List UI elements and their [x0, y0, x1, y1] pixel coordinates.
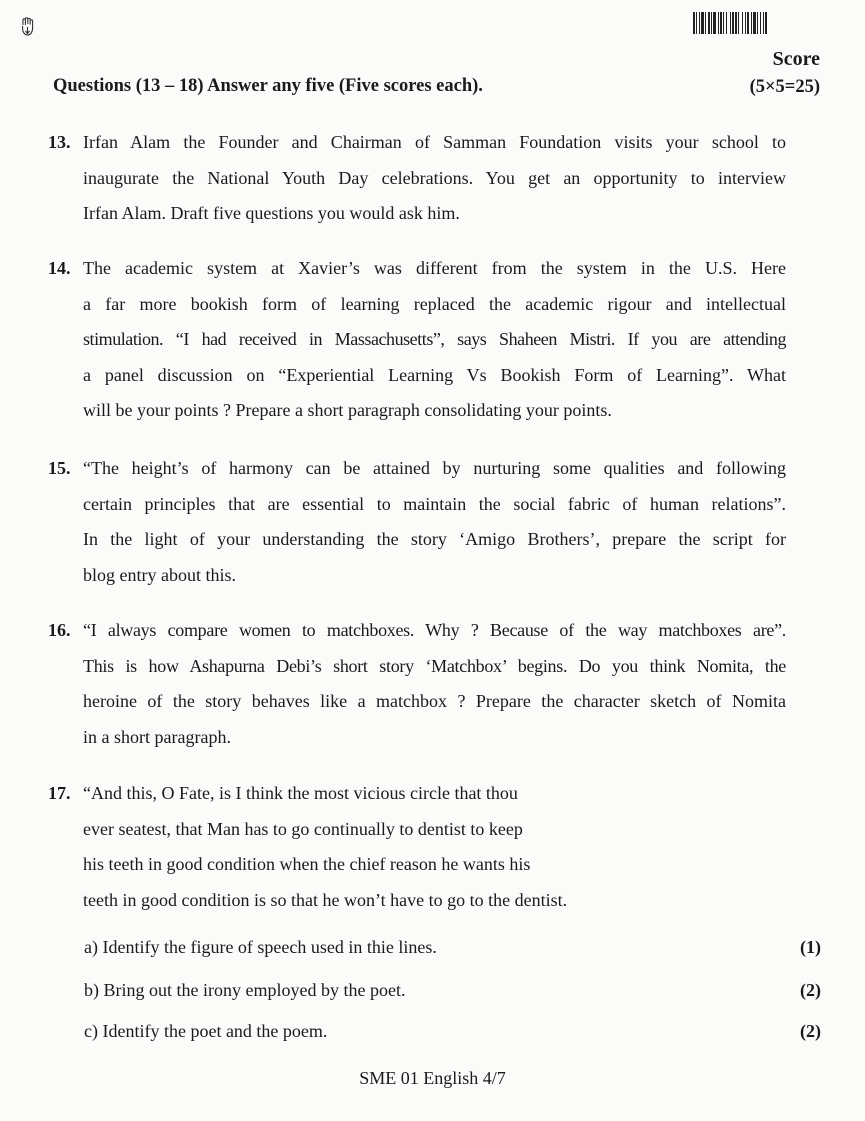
question-line: heroine of the story behaves like a matchbox ? Prepare the character sketch of Nomita	[83, 691, 786, 711]
question-line: This is how Ashapurna Debi’s short story ‘Matchbox’ begins. Do you think Nomita, the	[83, 655, 786, 676]
poem-line: “And this, O Fate, is I think the most vicious circle that thou	[83, 783, 518, 803]
question-number: 15.	[48, 458, 71, 478]
question-line: blog entry about this.	[83, 564, 236, 585]
question-number: 13.	[48, 132, 71, 152]
subquestion-marks: (2)	[800, 980, 821, 1000]
question-15	[48, 451, 786, 593]
question-line: Irfan Alam. Draft five questions you would ask him.	[83, 203, 460, 223]
poem-line: teeth in good condition is so that he won’t have to go to the dentist.	[83, 889, 568, 910]
score-column-label: Score	[772, 48, 820, 70]
question-line: will be your points ? Prepare a short paragraph consolidating your points.	[83, 400, 612, 420]
subquestion-c	[84, 1021, 821, 1042]
question-line: In the light of your understanding the story ‘Amigo Brothers’, prepare the script for	[83, 529, 786, 549]
question-number: 14.	[48, 258, 71, 278]
poem-line: his teeth in good condition when the chief reason he wants his	[83, 854, 531, 874]
subquestion-label: c)	[84, 1021, 98, 1041]
subquestion-marks: (1)	[800, 937, 821, 957]
question-number: 17.	[48, 783, 71, 803]
question-line: The academic system at Xavier’s was different from the system in the U.S. Here	[83, 258, 786, 278]
question-line: stimulation. “I had received in Massachusetts”, says Shaheen Mistri. If you are attending	[83, 329, 786, 349]
question-17	[48, 776, 786, 918]
question-14	[48, 251, 786, 429]
question-line: Irfan Alam the Founder and Chairman of Samman Foundation visits your school to	[83, 132, 786, 152]
subquestion-text: Bring out the irony employed by the poet.	[103, 980, 406, 1000]
question-line: “I always compare women to matchboxes. Why ? Because of the way matchboxes are”.	[83, 620, 786, 640]
subquestion-label: a)	[84, 937, 98, 957]
question-line: certain principles that are essential to maintain the social fabric of human relations”.	[83, 493, 786, 514]
page-footer: SME 01 English 4/7	[359, 1068, 506, 1088]
question-line: “The height’s of harmony can be attained by nurturing some qualities and following	[83, 458, 786, 478]
barcode-icon	[693, 12, 821, 34]
subquestion-text: Identify the figure of speech used in thie lines.	[102, 937, 437, 957]
section-instruction: Questions (13 – 18) Answer any five (Five scores each).	[53, 76, 483, 96]
question-number: 16.	[48, 620, 71, 640]
question-line: inaugurate the National Youth Day celebrations. You get an opportunity to interview	[83, 167, 786, 188]
subquestion-marks: (2)	[800, 1021, 821, 1041]
subquestion-text: Identify the poet and the poem.	[102, 1021, 328, 1041]
hand-pointing-down-icon	[18, 16, 40, 38]
question-line: in a short paragraph.	[83, 726, 231, 747]
subquestion-b	[84, 980, 821, 1001]
question-16	[48, 613, 786, 755]
poem-line: ever seatest, that Man has to go continually to dentist to keep	[83, 818, 523, 839]
question-line: a far more bookish form of learning replaced the academic rigour and intellectual	[83, 293, 786, 314]
subquestion-a	[84, 937, 821, 958]
subquestion-label: b)	[84, 980, 99, 1000]
section-total-marks: (5×5=25)	[749, 77, 820, 97]
question-line: a panel discussion on “Experiential Learning Vs Bookish Form of Learning”. What	[83, 364, 786, 385]
question-13	[48, 125, 786, 232]
